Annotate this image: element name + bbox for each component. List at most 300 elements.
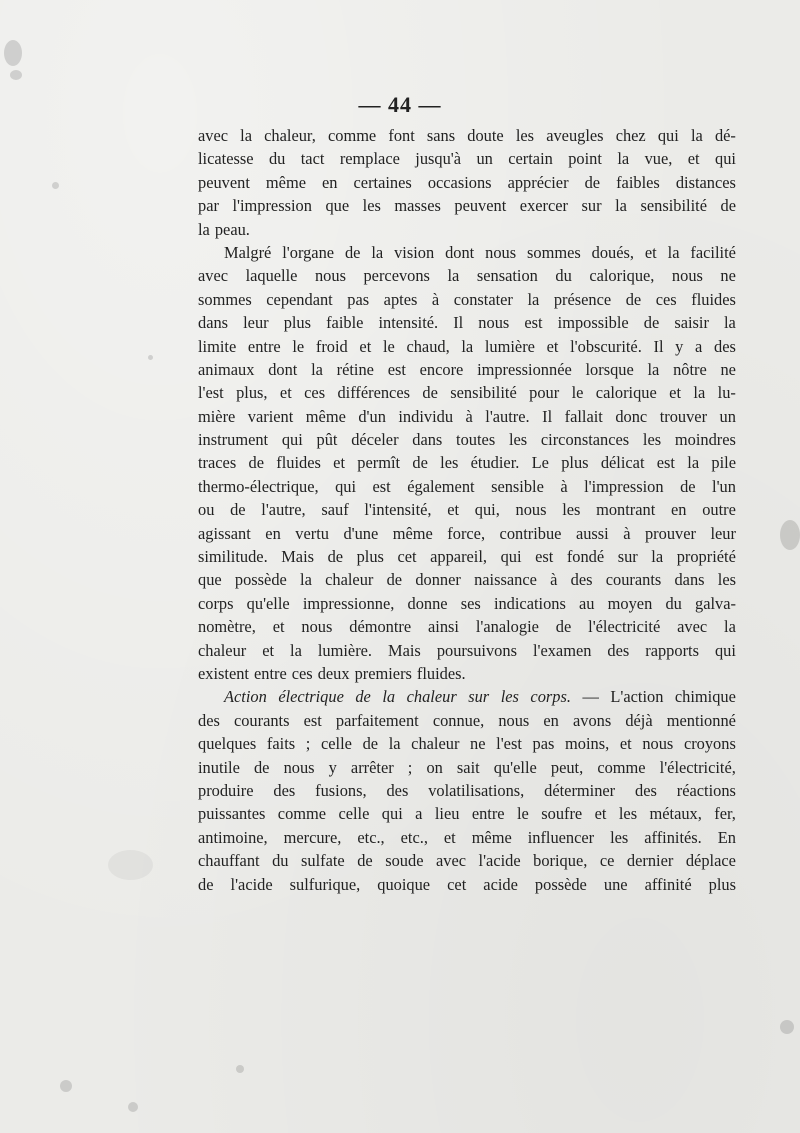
word: peuvent bbox=[454, 196, 507, 216]
word: nous bbox=[301, 617, 333, 637]
word: et bbox=[272, 617, 285, 637]
word: les bbox=[515, 126, 535, 145]
word: force, bbox=[447, 523, 486, 543]
word: avec bbox=[436, 851, 467, 871]
word: En bbox=[717, 827, 736, 847]
word: présence bbox=[553, 289, 612, 309]
word: varient bbox=[247, 406, 294, 426]
word: sans bbox=[426, 126, 456, 145]
word: trouver bbox=[659, 406, 708, 426]
word: de bbox=[344, 242, 361, 262]
word: qui bbox=[500, 547, 522, 567]
word: la bbox=[617, 149, 630, 169]
word: on bbox=[426, 757, 443, 777]
word: lieu bbox=[434, 804, 460, 824]
word: chaleur, bbox=[264, 126, 316, 145]
word: sommes bbox=[527, 242, 581, 262]
word: du bbox=[665, 593, 682, 613]
word: et bbox=[279, 383, 292, 403]
word: les bbox=[642, 430, 662, 450]
word: sensation bbox=[476, 266, 538, 286]
word: et bbox=[669, 383, 682, 403]
word: appareil, bbox=[430, 547, 488, 567]
word: ne bbox=[720, 266, 736, 286]
word: nôtre bbox=[673, 359, 707, 379]
word: rétine bbox=[336, 359, 374, 379]
word: chaleur bbox=[411, 734, 460, 754]
text-line bbox=[198, 475, 736, 498]
word: fusions, bbox=[315, 780, 367, 800]
word: délicat bbox=[600, 453, 645, 473]
word: nous bbox=[671, 266, 703, 286]
word: des bbox=[273, 780, 296, 800]
word: comme bbox=[327, 126, 377, 145]
word: la bbox=[667, 242, 680, 262]
word: plus, bbox=[236, 383, 268, 403]
word: l'obscurité. bbox=[570, 336, 642, 356]
word: y bbox=[328, 757, 337, 777]
word: volatilisations, bbox=[428, 780, 525, 800]
text-line bbox=[198, 171, 736, 194]
word: les bbox=[562, 500, 581, 520]
word: moins, bbox=[565, 734, 610, 754]
word: apprécier bbox=[507, 172, 569, 192]
word: doués, bbox=[591, 242, 634, 262]
word: différences bbox=[337, 383, 410, 403]
word: des bbox=[386, 780, 409, 800]
word: d'un bbox=[358, 406, 386, 426]
text-line bbox=[198, 335, 736, 358]
word: plus bbox=[561, 453, 589, 473]
text-line bbox=[198, 381, 736, 404]
text-line bbox=[198, 428, 736, 451]
word: ces bbox=[655, 289, 677, 309]
word: à bbox=[431, 289, 440, 309]
word: vue, bbox=[644, 149, 673, 169]
word: sait bbox=[456, 757, 480, 777]
word: un bbox=[476, 149, 493, 169]
word: celle bbox=[320, 734, 352, 754]
word: prouver bbox=[644, 523, 696, 543]
word: ; bbox=[305, 734, 311, 754]
word: qui bbox=[714, 640, 736, 660]
word: et bbox=[333, 453, 346, 473]
word: des bbox=[198, 710, 220, 730]
word: sulfurique, bbox=[289, 874, 361, 894]
word: galva- bbox=[695, 593, 736, 613]
word: individu bbox=[398, 406, 454, 426]
word: nous bbox=[498, 710, 530, 730]
word: les bbox=[618, 804, 638, 824]
word: soufre bbox=[541, 804, 583, 824]
word: la bbox=[311, 359, 323, 379]
word: nous bbox=[314, 266, 346, 286]
word: etc., bbox=[400, 827, 428, 847]
text-line bbox=[198, 639, 736, 662]
word: les bbox=[362, 196, 381, 216]
word: chaleur bbox=[198, 640, 247, 660]
word: l'impression bbox=[232, 196, 312, 216]
word: du bbox=[555, 266, 572, 286]
word: donne bbox=[407, 593, 448, 613]
word: lumière. bbox=[317, 640, 373, 660]
word: à bbox=[560, 476, 568, 496]
text-line bbox=[198, 124, 736, 147]
word: sur bbox=[468, 687, 490, 707]
word: l'autre, bbox=[261, 500, 306, 520]
word: pas bbox=[532, 734, 555, 754]
word: comme bbox=[277, 804, 327, 824]
word: borique, bbox=[533, 851, 588, 871]
word: impressionne, bbox=[302, 593, 395, 613]
word: une bbox=[603, 874, 628, 894]
word: chaleur bbox=[325, 570, 374, 590]
word: ; bbox=[407, 757, 413, 777]
word: influencer bbox=[527, 827, 595, 847]
word: vertu bbox=[295, 523, 329, 543]
word: ces bbox=[291, 663, 313, 683]
word: facilité bbox=[690, 242, 736, 262]
word: l'analogie bbox=[475, 617, 539, 637]
word: Il bbox=[453, 313, 464, 333]
word: et bbox=[447, 500, 460, 520]
word: le bbox=[292, 336, 305, 356]
word: un bbox=[719, 406, 736, 426]
word: dernier bbox=[626, 851, 674, 871]
word: avons bbox=[572, 710, 612, 730]
word: thermo-électrique, bbox=[198, 476, 319, 496]
body-text bbox=[198, 124, 736, 896]
word: l'examen bbox=[532, 640, 592, 660]
word: est bbox=[656, 453, 675, 473]
word: également bbox=[407, 476, 475, 496]
word: instrument bbox=[198, 430, 269, 450]
word: des bbox=[635, 780, 657, 800]
word: corps bbox=[198, 593, 234, 613]
word: du bbox=[268, 149, 286, 169]
word: antimoine, bbox=[198, 827, 268, 847]
word: de bbox=[253, 757, 270, 777]
word: sensibilité bbox=[640, 196, 707, 216]
word: la bbox=[651, 547, 664, 567]
word: électrique bbox=[278, 687, 344, 707]
word: de bbox=[720, 196, 736, 216]
word: en bbox=[671, 500, 687, 520]
word: des bbox=[607, 640, 630, 660]
word: traces bbox=[198, 453, 237, 473]
word: la bbox=[615, 196, 627, 216]
word: qui bbox=[657, 126, 679, 145]
word: affinités. bbox=[644, 827, 702, 847]
word: ce bbox=[599, 851, 615, 871]
word: ou bbox=[198, 500, 215, 520]
word: qu'elle bbox=[493, 757, 537, 777]
word: distances bbox=[675, 172, 736, 192]
word: et bbox=[644, 242, 657, 262]
word: métaux, bbox=[649, 804, 702, 824]
word: plus bbox=[708, 874, 736, 894]
word: aveugles bbox=[546, 126, 604, 145]
word: calorique bbox=[595, 383, 657, 403]
word: circonstances bbox=[540, 430, 630, 450]
word: vision bbox=[394, 242, 435, 262]
text-line bbox=[198, 685, 736, 708]
word: de bbox=[422, 383, 438, 403]
word: mière bbox=[198, 406, 236, 426]
word: l'électricité bbox=[588, 617, 661, 637]
word: et bbox=[359, 336, 372, 356]
word: entre bbox=[471, 804, 505, 824]
word: peau. bbox=[214, 219, 250, 239]
word: ne bbox=[720, 359, 736, 379]
word: — bbox=[582, 687, 599, 707]
word: nous bbox=[515, 500, 547, 520]
word: qui bbox=[381, 804, 403, 824]
word: contribue bbox=[499, 523, 562, 543]
word: occasions bbox=[427, 172, 492, 192]
text-line bbox=[198, 615, 736, 638]
word: permît bbox=[357, 453, 401, 473]
word: des bbox=[570, 570, 593, 590]
word: et bbox=[262, 640, 275, 660]
stain-mark bbox=[128, 1102, 138, 1112]
word: courants bbox=[605, 570, 662, 590]
word: la bbox=[461, 336, 474, 356]
word: pour bbox=[529, 383, 560, 403]
word: de bbox=[584, 172, 601, 192]
text-line bbox=[198, 662, 736, 685]
word: à bbox=[623, 523, 631, 543]
word: la bbox=[290, 640, 302, 660]
word: sulfate bbox=[301, 851, 345, 871]
word: l'acide bbox=[478, 851, 521, 871]
word: licatesse bbox=[198, 149, 254, 169]
word: leur bbox=[243, 313, 269, 333]
word: masses bbox=[394, 196, 441, 216]
word: l'est bbox=[198, 383, 224, 403]
word: entre bbox=[247, 336, 281, 356]
word: connue, bbox=[432, 710, 485, 730]
word: calorique, bbox=[589, 266, 655, 286]
word: la bbox=[647, 359, 660, 379]
word: jusqu'à bbox=[415, 149, 462, 169]
stain-mark bbox=[236, 1065, 244, 1073]
word: point bbox=[568, 149, 602, 169]
word: arrêter bbox=[350, 757, 394, 777]
word: chimique bbox=[674, 687, 736, 707]
word: de bbox=[412, 453, 428, 473]
word: déjà bbox=[625, 710, 653, 730]
stain-mark bbox=[60, 1080, 72, 1092]
stain-mark bbox=[780, 520, 800, 550]
word: avec bbox=[198, 126, 229, 145]
word: existent bbox=[198, 663, 249, 683]
word: l'électricité, bbox=[659, 757, 736, 777]
text-line bbox=[198, 194, 736, 217]
word: l'un bbox=[712, 476, 736, 496]
word: peut, bbox=[550, 757, 584, 777]
word: Le bbox=[531, 453, 549, 473]
word: faibles bbox=[616, 172, 660, 192]
text-line bbox=[198, 849, 736, 872]
word: tact bbox=[300, 149, 325, 169]
page-number: — 44 — bbox=[358, 92, 442, 117]
word: poursuivons bbox=[436, 640, 517, 660]
word: fluides bbox=[276, 453, 321, 473]
text-line bbox=[198, 147, 736, 170]
word: laquelle bbox=[245, 266, 298, 286]
word: la bbox=[388, 734, 401, 754]
word: même bbox=[392, 523, 433, 543]
text-line bbox=[198, 709, 736, 732]
word: même bbox=[471, 827, 512, 847]
word: de bbox=[248, 453, 264, 473]
word: aptes bbox=[383, 289, 418, 309]
word: nous bbox=[642, 734, 674, 754]
word: comme bbox=[597, 757, 646, 777]
word: en bbox=[543, 710, 559, 730]
word: froid bbox=[315, 336, 348, 356]
text-line bbox=[198, 873, 736, 896]
word: dans bbox=[674, 570, 705, 590]
word: lumière bbox=[484, 336, 535, 356]
word: corps. bbox=[530, 687, 571, 707]
text-line bbox=[198, 218, 736, 241]
text-line bbox=[198, 311, 736, 334]
word: et bbox=[546, 336, 559, 356]
word: mentionné bbox=[666, 710, 736, 730]
word: exercer bbox=[519, 196, 569, 216]
word: leur bbox=[710, 523, 736, 543]
word: entre bbox=[253, 663, 287, 683]
word: l'acide bbox=[230, 874, 273, 894]
word: soude bbox=[385, 851, 424, 871]
word: nous bbox=[478, 313, 510, 333]
word: ses bbox=[460, 593, 481, 613]
word: limite bbox=[198, 336, 237, 356]
text-line bbox=[198, 568, 736, 591]
text-line bbox=[198, 264, 736, 287]
word: aussi bbox=[575, 523, 609, 543]
word: constater bbox=[453, 289, 513, 309]
word: doute bbox=[467, 126, 504, 145]
word: quoique bbox=[377, 874, 431, 894]
word: lu- bbox=[717, 383, 736, 403]
word: les bbox=[610, 827, 629, 847]
word: déterminer bbox=[544, 780, 616, 800]
word: similitude. bbox=[198, 547, 268, 567]
word: etc., bbox=[357, 827, 385, 847]
word: percevons bbox=[363, 266, 430, 286]
word: possède bbox=[534, 874, 587, 894]
word: les bbox=[500, 687, 519, 707]
word: sommes bbox=[198, 289, 252, 309]
word: le bbox=[382, 336, 395, 356]
word: de bbox=[355, 687, 371, 707]
word: parfaitement bbox=[335, 710, 419, 730]
word: produire bbox=[198, 780, 254, 800]
stain-mark bbox=[10, 70, 22, 80]
text-line bbox=[198, 779, 736, 802]
word: deux bbox=[317, 663, 350, 683]
word: même bbox=[265, 172, 306, 192]
word: avec bbox=[677, 617, 708, 637]
word: de bbox=[643, 313, 660, 333]
word: celle bbox=[338, 804, 370, 824]
word: cet bbox=[447, 874, 467, 894]
word: mercure, bbox=[283, 827, 342, 847]
word: et bbox=[619, 734, 632, 754]
word: les bbox=[440, 453, 459, 473]
word: affinité bbox=[644, 874, 692, 894]
word: Action bbox=[224, 687, 267, 707]
word: et bbox=[594, 804, 607, 824]
word: font bbox=[388, 126, 415, 145]
word: est bbox=[303, 710, 322, 730]
word: la bbox=[724, 313, 736, 333]
word: et bbox=[443, 827, 456, 847]
word: que bbox=[325, 196, 350, 216]
word: impressionnée bbox=[477, 359, 572, 379]
word: Il bbox=[653, 336, 664, 356]
word: montrant bbox=[596, 500, 656, 520]
text-line bbox=[198, 498, 736, 521]
word: pile bbox=[711, 453, 736, 473]
word: sur bbox=[617, 547, 638, 567]
word: possède bbox=[234, 570, 287, 590]
word: la bbox=[198, 219, 210, 239]
text-line bbox=[198, 522, 736, 545]
word: moyen bbox=[607, 593, 653, 613]
word: fondé bbox=[566, 547, 605, 567]
word: chez bbox=[615, 126, 646, 145]
word: l'organe bbox=[282, 242, 335, 262]
word: sauf bbox=[321, 500, 349, 520]
word: dans bbox=[412, 430, 443, 450]
word: déplace bbox=[685, 851, 736, 871]
word: Malgré bbox=[224, 242, 272, 262]
word: fer, bbox=[714, 804, 736, 824]
word: certaines bbox=[353, 172, 412, 192]
word: rapports bbox=[645, 640, 699, 660]
word: des bbox=[714, 336, 736, 356]
stain-mark bbox=[52, 182, 59, 189]
word: sur bbox=[581, 196, 602, 216]
word: chaleur bbox=[406, 687, 457, 707]
word: la bbox=[690, 126, 703, 145]
text-line bbox=[198, 732, 736, 755]
word: quelques bbox=[198, 734, 257, 754]
word: qui, bbox=[474, 500, 500, 520]
word: nomètre, bbox=[198, 617, 256, 637]
word: est bbox=[524, 313, 543, 333]
text-line bbox=[198, 451, 736, 474]
word: même bbox=[305, 406, 346, 426]
word: Il bbox=[542, 406, 553, 426]
word: étudier. bbox=[470, 453, 520, 473]
word: qu'elle bbox=[246, 593, 290, 613]
word: par bbox=[198, 196, 219, 216]
word: fallait bbox=[564, 406, 603, 426]
word: est bbox=[535, 547, 554, 567]
word: de bbox=[198, 874, 214, 894]
stain-mark bbox=[108, 850, 153, 880]
word: nous bbox=[485, 242, 517, 262]
word: déceler bbox=[351, 430, 399, 450]
word: nous bbox=[283, 757, 315, 777]
word: pas bbox=[347, 289, 370, 309]
word: donc bbox=[615, 406, 648, 426]
